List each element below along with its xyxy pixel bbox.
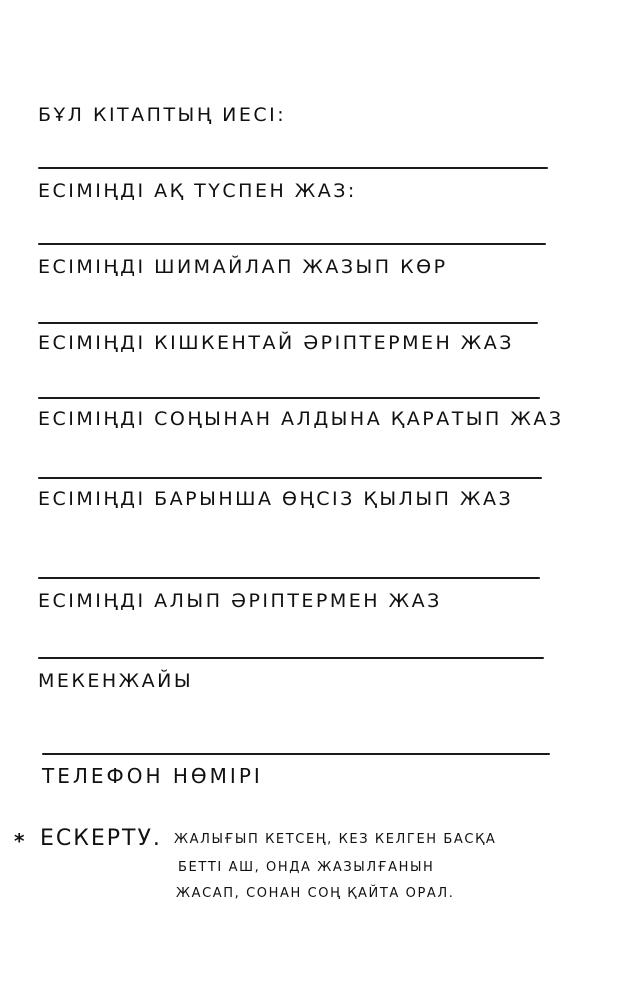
prompt-small-letters: ЕСІМІҢДІ КІШКЕНТАЙ ӘРІПТЕРМЕН ЖАЗ <box>38 332 514 354</box>
write-line-address[interactable] <box>42 753 550 755</box>
write-line-backwards[interactable] <box>38 477 542 479</box>
prompt-colorless: ЕСІМІҢДІ БАРЫНША ӨҢСІЗ ҚЫЛЫП ЖАЗ <box>38 488 514 510</box>
write-line-small-letters[interactable] <box>38 397 540 399</box>
note-title: ЕСКЕРТУ. <box>40 826 162 851</box>
note-line-2: БЕТТІ АШ, ОНДА ЖАЗЫЛҒАНЫН <box>178 860 435 875</box>
prompt-white-color: ЕСІМІҢДІ АҚ ТҮСПЕН ЖАЗ: <box>38 180 357 202</box>
prompt-scribble: ЕСІМІҢДІ ШИМАЙЛАП ЖАЗЫП КӨР <box>38 256 448 278</box>
note-line-3: ЖАСАП, СОНАН СОҢ ҚАЙТА ОРАЛ. <box>176 886 455 901</box>
prompt-backwards: ЕСІМІҢДІ СОҢЫНАН АЛДЫНА ҚАРАТЫП ЖАЗ <box>38 408 564 430</box>
write-line-owner[interactable] <box>38 167 548 169</box>
write-line-big-letters[interactable] <box>38 657 544 659</box>
owner-label: БҰЛ КІТАПТЫҢ ИЕСІ: <box>38 104 287 126</box>
note-line-1: ЖАЛЫҒЫП КЕТСЕҢ, КЕЗ КЕЛГЕН БАСҚА <box>174 832 497 847</box>
write-line-white-color[interactable] <box>38 243 546 245</box>
phone-label: ТЕЛЕФОН НӨМІРІ <box>42 764 263 788</box>
write-line-scribble[interactable] <box>38 322 538 324</box>
prompt-big-letters: ЕСІМІҢДІ АЛЫП ӘРІПТЕРМЕН ЖАЗ <box>38 590 442 612</box>
note-star-icon: * <box>14 829 25 853</box>
address-label: МЕКЕНЖАЙЫ <box>38 670 194 692</box>
write-line-colorless[interactable] <box>38 577 540 579</box>
